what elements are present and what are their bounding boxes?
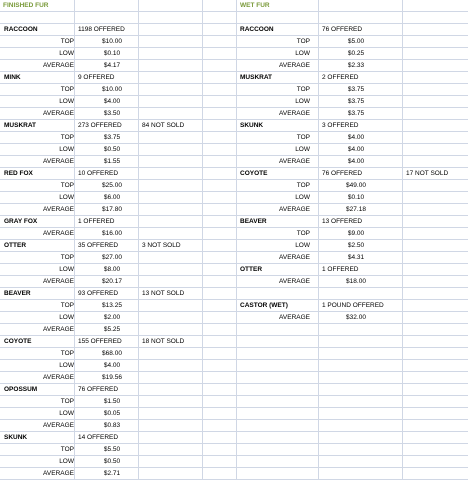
- price-value: $16.00: [102, 230, 122, 237]
- price-label: LOW: [59, 194, 74, 201]
- price-value: $4.00: [103, 362, 121, 369]
- price-label: LOW: [59, 146, 74, 153]
- price-value: $0.25: [347, 50, 365, 57]
- price-value: $68.00: [102, 350, 122, 357]
- price-value: $32.00: [346, 314, 366, 321]
- not-sold-count: 3 NOT SOLD: [142, 242, 181, 249]
- price-label: AVERAGE: [279, 254, 310, 261]
- offered-count: 76 OFFERED: [78, 386, 119, 393]
- price-value: $3.50: [103, 110, 121, 117]
- finished-fur-header: FINISHED FUR: [3, 2, 49, 9]
- price-label: AVERAGE: [43, 326, 74, 333]
- price-value: $0.05: [103, 410, 121, 417]
- price-value: $4.00: [347, 134, 365, 141]
- price-value: $6.00: [103, 194, 121, 201]
- price-label: TOP: [296, 86, 310, 93]
- price-value: $20.17: [102, 278, 122, 285]
- price-label: TOP: [60, 398, 74, 405]
- price-value: $3.75: [103, 134, 121, 141]
- price-label: AVERAGE: [43, 206, 74, 213]
- price-label: LOW: [59, 50, 74, 57]
- category-name: SKUNK: [4, 434, 28, 441]
- price-value: $5.50: [103, 446, 121, 453]
- offered-count: 273 OFFERED: [78, 122, 122, 129]
- offered-count: 155 OFFERED: [78, 338, 122, 345]
- price-label: AVERAGE: [279, 62, 310, 69]
- category-name: OTTER: [240, 266, 263, 273]
- price-label: TOP: [60, 38, 74, 45]
- price-value: $18.00: [346, 278, 366, 285]
- price-value: $1.50: [103, 398, 121, 405]
- offered-count: 10 OFFERED: [78, 170, 119, 177]
- price-label: AVERAGE: [279, 206, 310, 213]
- offered-count: 3 OFFERED: [322, 122, 359, 129]
- category-name: CASTOR (WET): [240, 302, 288, 309]
- offered-count: 9 OFFERED: [78, 74, 115, 81]
- offered-count: 35 OFFERED: [78, 242, 119, 249]
- price-value: $27.00: [102, 254, 122, 261]
- price-label: TOP: [60, 182, 74, 189]
- category-name: BEAVER: [240, 218, 267, 225]
- price-label: TOP: [60, 254, 74, 261]
- price-label: AVERAGE: [43, 422, 74, 429]
- price-value: $27.18: [346, 206, 366, 213]
- price-value: $4.17: [103, 62, 121, 69]
- price-value: $2.00: [103, 314, 121, 321]
- price-value: $0.10: [103, 50, 121, 57]
- price-value: $10.00: [102, 38, 122, 45]
- offered-count: 2 OFFERED: [322, 74, 359, 81]
- price-label: LOW: [295, 242, 310, 249]
- price-value: $3.75: [347, 110, 365, 117]
- category-name: GRAY FOX: [4, 218, 38, 225]
- price-label: LOW: [59, 266, 74, 273]
- category-name: OTTER: [4, 242, 27, 249]
- category-name: RED FOX: [4, 170, 33, 177]
- offered-count: 76 OFFERED: [322, 26, 363, 33]
- category-name: MINK: [4, 74, 21, 81]
- price-label: AVERAGE: [43, 230, 74, 237]
- price-label: LOW: [59, 98, 74, 105]
- price-value: $0.83: [103, 422, 121, 429]
- price-label: AVERAGE: [279, 278, 310, 285]
- not-sold-count: 84 NOT SOLD: [142, 122, 185, 129]
- price-label: LOW: [295, 194, 310, 201]
- category-name: BEAVER: [4, 290, 31, 297]
- offered-count: 14 OFFERED: [78, 434, 119, 441]
- price-value: $4.00: [347, 158, 365, 165]
- price-label: AVERAGE: [279, 314, 310, 321]
- category-name: COYOTE: [4, 338, 32, 345]
- price-label: LOW: [59, 458, 74, 465]
- price-value: $19.56: [102, 374, 122, 381]
- price-value: $25.00: [102, 182, 122, 189]
- price-label: LOW: [295, 146, 310, 153]
- not-sold-count: 18 NOT SOLD: [142, 338, 185, 345]
- price-value: $3.75: [347, 86, 365, 93]
- category-name: MUSKRAT: [4, 122, 37, 129]
- price-value: $4.00: [103, 98, 121, 105]
- price-label: LOW: [295, 98, 310, 105]
- offered-count: 1198 OFFERED: [78, 26, 125, 33]
- offered-count: 76 OFFERED: [322, 170, 363, 177]
- category-name: OPOSSUM: [4, 386, 38, 393]
- price-label: AVERAGE: [43, 110, 74, 117]
- price-label: TOP: [296, 134, 310, 141]
- price-value: $5.25: [103, 326, 121, 333]
- price-label: AVERAGE: [279, 158, 310, 165]
- price-value: $2.50: [347, 242, 365, 249]
- price-label: TOP: [60, 446, 74, 453]
- price-value: $4.31: [347, 254, 365, 261]
- price-value: $4.00: [347, 146, 365, 153]
- price-label: TOP: [60, 134, 74, 141]
- category-name: RACCOON: [4, 26, 38, 33]
- price-label: TOP: [296, 182, 310, 189]
- price-label: TOP: [60, 302, 74, 309]
- price-value: $1.55: [103, 158, 121, 165]
- price-value: $49.00: [346, 182, 366, 189]
- price-label: TOP: [60, 86, 74, 93]
- price-label: LOW: [59, 410, 74, 417]
- offered-count: 1 POUND OFFERED: [322, 302, 384, 309]
- price-label: AVERAGE: [43, 158, 74, 165]
- price-label: LOW: [59, 314, 74, 321]
- price-value: $9.00: [347, 230, 365, 237]
- price-value: $8.00: [103, 266, 121, 273]
- offered-count: 13 OFFERED: [322, 218, 363, 225]
- not-sold-count: 17 NOT SOLD: [406, 170, 449, 177]
- price-value: $17.80: [102, 206, 122, 213]
- price-label: AVERAGE: [43, 470, 74, 477]
- category-name: COYOTE: [240, 170, 268, 177]
- price-label: AVERAGE: [279, 110, 310, 117]
- category-name: RACCOON: [240, 26, 274, 33]
- price-value: $10.00: [102, 86, 122, 93]
- price-value: $5.00: [347, 38, 365, 45]
- price-value: $2.33: [347, 62, 365, 69]
- price-label: LOW: [295, 50, 310, 57]
- offered-count: 1 OFFERED: [322, 266, 359, 273]
- price-value: $13.25: [102, 302, 122, 309]
- price-value: $0.50: [103, 146, 121, 153]
- price-label: AVERAGE: [43, 374, 74, 381]
- price-label: AVERAGE: [43, 62, 74, 69]
- price-label: TOP: [296, 38, 310, 45]
- price-value: $2.71: [103, 470, 121, 477]
- not-sold-count: 13 NOT SOLD: [142, 290, 185, 297]
- price-value: $0.10: [347, 194, 365, 201]
- price-label: LOW: [59, 362, 74, 369]
- offered-count: 93 OFFERED: [78, 290, 119, 297]
- offered-count: 1 OFFERED: [78, 218, 115, 225]
- price-label: TOP: [296, 230, 310, 237]
- category-name: SKUNK: [240, 122, 264, 129]
- price-value: $3.75: [347, 98, 365, 105]
- price-label: AVERAGE: [43, 278, 74, 285]
- price-label: TOP: [60, 350, 74, 357]
- wet-fur-header: WET FUR: [240, 2, 270, 9]
- price-value: $0.50: [103, 458, 121, 465]
- grid-row: [0, 12, 468, 24]
- category-name: MUSKRAT: [240, 74, 273, 81]
